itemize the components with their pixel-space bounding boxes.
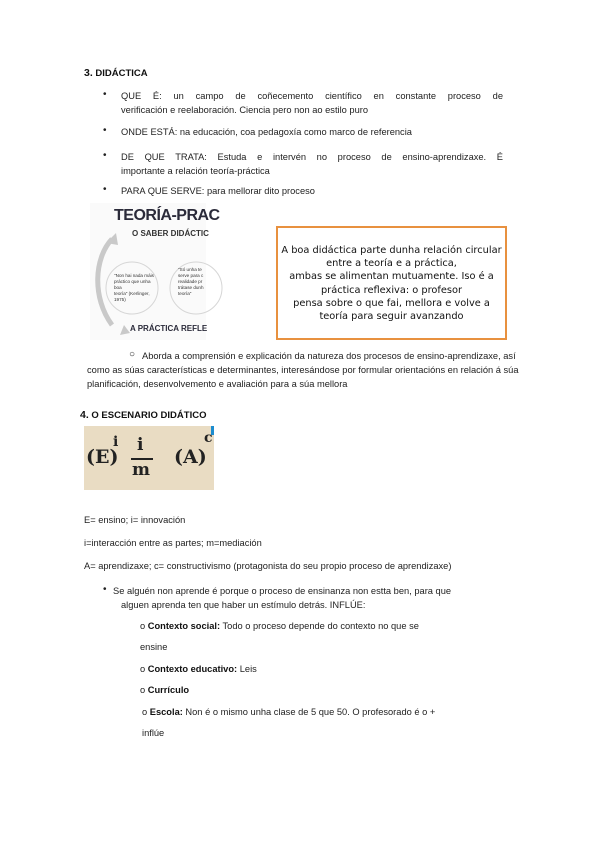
subitem-contexto-educativo: o Contexto educativo: Leis (140, 664, 257, 674)
formula-a: (A) (174, 446, 207, 468)
box-line: pensa sobre o que fai, mellora e volve a (293, 297, 490, 309)
section-3-heading (84, 67, 148, 79)
section-4-heading (80, 409, 206, 421)
influe-bullet-line2: alguen aprenda ten que haber un estímulo detrás. INFLÚE: (121, 600, 366, 610)
bullet-que-e-line1: QUE É: un campo de coñecemento científico en constante proceso de (121, 91, 503, 101)
definition-e-i: E= ensino; i= innovación (84, 515, 186, 525)
bullet-de-que-trata-line2: importante a relación teoría-práctica (121, 166, 270, 176)
bullet-glyph: • (103, 584, 107, 595)
didactic-formula-image (84, 426, 214, 490)
subitem-curriculo: o Currículo (140, 685, 190, 695)
bullet-glyph: • (103, 125, 107, 136)
bullet-glyph: • (103, 89, 107, 100)
figure-quote-right: "Só unha te serve para c realidade pr trátase dunh teoría" (178, 267, 204, 296)
bullet-de-que-trata-line1: DE QUE TRATA: Estuda e intervén no proceso de ensino-aprendizaxe. É (121, 152, 503, 162)
reflective-practice-box (276, 226, 507, 340)
influe-bullet-line1: Se alguén non aprende é porque o proceso de ensinanza non estta ben, para que (113, 586, 452, 596)
figure-bottom-label: A PRÁCTICA REFLE (130, 324, 208, 333)
formula-e-sup: i (113, 434, 119, 450)
section-3-title: DIDÁCTICA (95, 68, 148, 79)
bullet-onde-esta: ONDE ESTÁ: na educación, coa pedagoxía como marco de referencia (121, 127, 412, 137)
circle-para-line2: como as súas características e determinantes, interesándose por formular orientacións en relación á súa (87, 365, 519, 375)
section-3-number: 3. (84, 67, 93, 79)
section-4-title: O ESCENARIO DIDÁTICO (91, 410, 207, 421)
box-line: práctica reflexiva: o profesor (320, 284, 463, 296)
figure-subtitle: O SABER DIDÁCTIC (132, 229, 209, 238)
figure-title: TEORÍA-PRAC (114, 207, 220, 224)
box-line: entre a teoría e a práctica, (326, 258, 457, 270)
subitem-contexto-social-cont: ensine (140, 642, 168, 652)
formula-a-sup: c (204, 430, 213, 446)
subitem-escola-cont: inflúe (142, 728, 165, 738)
bullet-que-e-line2: verificación e reelaboración. Ciencia pero non ao estilo puro (121, 105, 369, 115)
box-line: ambas se alimentan mutuamente. Iso é a (289, 271, 494, 283)
bullet-glyph: • (103, 184, 107, 195)
circle-bullet-glyph: ○ (129, 349, 136, 360)
circle-para-line3: planificación, desenvolvemento e avaliación para a súa mellora (87, 379, 348, 389)
formula-frac-den: m (132, 460, 150, 480)
section-4-number: 4. (80, 409, 89, 421)
formula-frac-num: i (137, 435, 144, 455)
teoria-practica-figure (90, 203, 220, 340)
definition-a-c: A= aprendizaxe; c= constructivismo (protagonista do seu propio proceso de aprendizaxe) (84, 561, 452, 571)
subitem-contexto-social: o Contexto social: Todo o proceso depende do contexto no que se (140, 621, 419, 631)
bullet-glyph: • (103, 150, 107, 161)
definition-i-m: i=interacción entre as partes; m=mediación (84, 538, 262, 548)
subitem-escola: o Escola: Non é o mismo unha clase de 5 que 50. O profesorado é o + (142, 707, 436, 717)
figure-quote-left: "Non hai nada máis práctico que unha boa teoría" (Kerlinger, 1975) (114, 273, 154, 302)
formula-e: (E) (86, 446, 119, 468)
box-line: teoría para seguir avanzando (319, 311, 464, 323)
circle-para-line1: Aborda a comprensión e explicación da natureza dos procesos de ensino-aprendizaxe, así (142, 351, 516, 361)
bullet-para-que-serve: PARA QUE SERVE: para mellorar dito proceso (121, 186, 315, 196)
box-line: A boa didáctica parte dunha relación circular (281, 245, 502, 256)
